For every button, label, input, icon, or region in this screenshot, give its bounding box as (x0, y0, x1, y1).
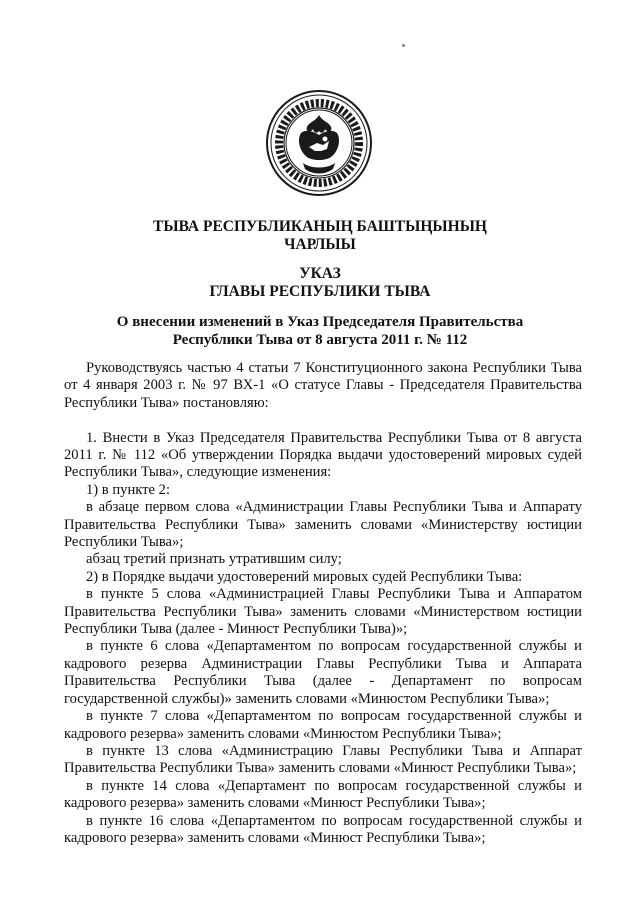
decree-subject (60, 313, 580, 349)
issuer-line-1: ТЫВА РЕСПУБЛИКАНЫҢ БАШТЫҢЫНЫҢ (153, 218, 487, 235)
decree-line-2: ГЛАВЫ РЕСПУБЛИКИ ТЫВА (209, 283, 431, 300)
decree-body (64, 360, 582, 847)
body-paragraph: в пункте 14 слова «Департамент по вопросам государственной службы и кадрового резерва» заменить словами «Минюст Республики Тыва»; (64, 777, 582, 812)
body-paragraph: в пункте 13 слова «Администрацию Главы Республики Тыва и Аппарат Правительства Республики Тыва» заменить словами «Минюст Республики Тыва»; (64, 742, 582, 777)
body-paragraph: 1) в пункте 2: (86, 481, 171, 498)
body-paragraph: в пункте 16 слова «Департаментом по вопросам государственной службы и кадрового резерва» заменить словами «Минюст Республики Тыва»; (64, 812, 582, 846)
issuer-heading (60, 218, 580, 254)
issuer-line-2: ЧАРЛЫЫ (284, 236, 356, 253)
body-paragraph: абзац третий признать утратившим силу; (86, 551, 342, 568)
subject-line-1: О внесении изменений в Указ Председателя Правительства (116, 314, 524, 330)
decree-line-1: УКАЗ (299, 265, 341, 282)
body-paragraph: в пункте 5 слова «Администрацией Главы Республики Тыва и Аппаратом Правительства Республики Тыва» заменить словами «Министерством юстиции Республики Тыва (далее - Минюст Республики Тыва)»; (64, 586, 582, 638)
body-paragraph: в пункте 6 слова «Департаментом по вопросам государственной службы и кадрового резерва Администрации Главы Республики Тыва и Аппарата Правительства Республики Тыва (далее - Департамент по вопросам государственной службы)» заменить словами «Минюстом Республики Тыва»; (64, 638, 582, 707)
decree-heading (60, 265, 580, 301)
scan-speck (402, 44, 405, 47)
body-paragraph: в пункте 7 слова «Департаментом по вопросам государственной службы и кадрового резерва» заменить словами «Минюстом Республики Тыва»; (64, 708, 582, 742)
body-paragraph: 1. Внести в Указ Председателя Правительства Республики Тыва от 8 августа 2011 г. № 112 «Об утверждении Порядка выдачи удостоверений мировых судей Республики Тыва», следующие изменения: (64, 429, 582, 481)
subject-line-2: Республики Тыва от 8 августа 2011 г. № 112 (172, 332, 468, 348)
preamble-paragraph: Руководствуясь частью 4 статьи 7 Конституционного закона Республики Тыва от 4 января 2003 г. № 97 ВХ-1 «О статусе Главы - Председателя Правительства Республики Тыва» постановляю: (64, 360, 582, 411)
coat-of-arms-icon (265, 89, 373, 197)
body-paragraph: в абзаце первом слова «Администрации Главы Республики Тыва и Аппарату Правительства Республики Тыва» заменить словами «Министерству юстиции Республики Тыва»; (64, 499, 582, 551)
body-paragraph: 2) в Порядке выдачи удостоверений мировых судей Республики Тыва: (86, 568, 523, 585)
